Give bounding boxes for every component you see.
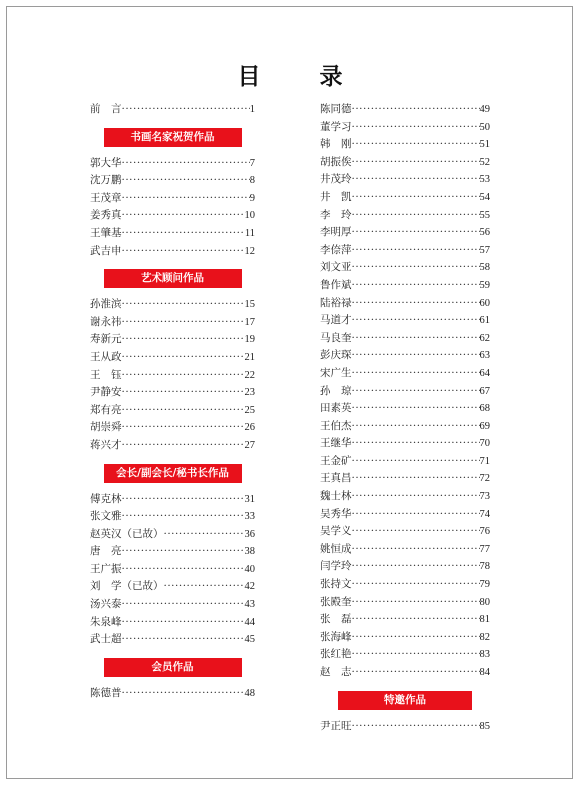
toc-entry[interactable] [320, 136, 490, 154]
toc-entry-name: 傅克林 [90, 492, 122, 505]
toc-entry-page: 67 [479, 385, 490, 397]
toc-entry-name: 姜秀真 [90, 209, 122, 222]
section-header-wrap [90, 119, 255, 155]
toc-entry-page: 69 [479, 420, 490, 432]
toc-entry-name: 陆裕禄 [320, 296, 352, 309]
toc-leader-dots [352, 224, 480, 242]
toc-leader-dots [352, 383, 480, 401]
toc-entry-name: 蒋兴才 [90, 438, 122, 451]
toc-entry-name: 刘 学（已故） [90, 580, 164, 593]
toc-entry-page: 57 [479, 244, 490, 256]
page-title: 目 录 [237, 64, 361, 90]
toc-entry-page: 12 [244, 245, 255, 257]
section-header-wrap [90, 455, 255, 491]
toc-entry-page: 80 [479, 596, 490, 608]
toc-leader-dots [122, 491, 245, 509]
toc-entry-name: 王伯杰 [320, 419, 352, 432]
toc-entry-page: 83 [479, 649, 490, 661]
toc-entry-page: 55 [479, 209, 490, 221]
toc-leader-dots [352, 646, 480, 664]
toc-entry[interactable] [320, 646, 490, 664]
toc-leader-dots [352, 453, 480, 471]
toc-leader-dots [352, 312, 480, 330]
section-header-wrap [90, 260, 255, 296]
toc-leader-dots [352, 136, 480, 154]
toc-leader-dots [122, 314, 245, 332]
toc-entry-name: 孙淮滨 [90, 298, 122, 311]
toc-leader-dots [352, 171, 480, 189]
toc-entry-name: 尹静安 [90, 386, 122, 399]
toc-entry[interactable] [320, 119, 490, 137]
toc-entry-name: 寿新元 [90, 333, 122, 346]
toc-entry[interactable] [90, 384, 255, 402]
toc-entry-page: 21 [244, 351, 255, 363]
toc-entry[interactable] [320, 470, 490, 488]
toc-entry-name: 王茂章 [90, 191, 122, 204]
toc-entry[interactable] [90, 225, 255, 243]
toc-entry-name: 孙 琼 [320, 384, 352, 397]
toc-entry-page: 43 [244, 599, 255, 611]
toc-entry-name: 李 玲 [320, 208, 352, 221]
toc-leader-dots [352, 664, 480, 682]
toc-leader-dots [122, 384, 245, 402]
toc-entry[interactable] [320, 523, 490, 541]
toc-entry-page: 60 [479, 297, 490, 309]
toc-entry[interactable] [320, 594, 490, 612]
toc-entry-name: 王广振 [90, 562, 122, 575]
toc-entry-name: 井 凯 [320, 190, 352, 203]
toc-leader-dots [122, 243, 245, 261]
toc-entry[interactable] [90, 631, 255, 649]
toc-entry-name: 郑有亮 [90, 403, 122, 416]
toc-entry-page: 22 [244, 369, 255, 381]
toc-leader-dots [352, 207, 480, 225]
toc-entry-name: 胡振俟 [320, 155, 352, 168]
toc-entry-name: 王肇基 [90, 226, 122, 239]
toc-entry-name: 武吉申 [90, 244, 122, 257]
toc-leader-dots [122, 331, 245, 349]
toc-entry-name: 张红艳 [320, 648, 352, 661]
toc-entry-page: 1 [249, 104, 255, 115]
toc-entry[interactable] [320, 629, 490, 647]
toc-entry-page: 33 [244, 511, 255, 523]
section-header: 特邀作品 [338, 691, 472, 710]
toc-entry[interactable] [90, 172, 255, 190]
toc-entry[interactable] [320, 400, 490, 418]
toc-entry[interactable] [90, 614, 255, 632]
toc-entry-page: 73 [479, 491, 490, 503]
toc-entry[interactable] [320, 224, 490, 242]
toc-leader-dots [122, 296, 245, 314]
toc-leader-dots [352, 154, 480, 172]
toc-entry-name: 武士超 [90, 633, 122, 646]
toc-entry-page: 72 [479, 473, 490, 485]
toc-entry[interactable] [320, 506, 490, 524]
toc-entry[interactable] [320, 242, 490, 260]
toc-entry[interactable] [320, 330, 490, 348]
toc-entry[interactable] [90, 543, 255, 561]
toc-entry-page: 71 [479, 455, 490, 467]
toc-entry-page: 64 [479, 367, 490, 379]
toc-leader-dots [352, 718, 480, 736]
toc-entry-page: 81 [479, 614, 490, 626]
toc-entry-name: 吴学义 [320, 525, 352, 538]
toc-entry-page: 51 [479, 139, 490, 151]
toc-leader-dots [352, 506, 480, 524]
toc-leader-dots [122, 367, 245, 385]
toc-entry[interactable] [90, 578, 255, 596]
toc-entry-name: 闫学玲 [320, 560, 352, 573]
toc-leader-dots [122, 508, 245, 526]
toc-entry-name: 董学习 [320, 120, 352, 133]
toc-entry-name: 唐 亮 [90, 545, 122, 558]
toc-entry-name: 魏士林 [320, 490, 352, 503]
toc-entry[interactable] [90, 367, 255, 385]
toc-entry-page: 36 [244, 528, 255, 540]
toc-entry-page: 78 [479, 561, 490, 573]
toc-entry[interactable] [90, 561, 255, 579]
toc-leader-dots [352, 295, 480, 313]
toc-leader-dots [122, 437, 245, 455]
toc-entry-name: 姚恒成 [320, 542, 352, 555]
toc-entry[interactable] [320, 171, 490, 189]
toc-right-column [320, 101, 490, 735]
toc-entry[interactable] [320, 207, 490, 225]
toc-leader-dots [352, 277, 480, 295]
toc-leader-dots [122, 225, 245, 243]
toc-entry-page: 84 [479, 667, 490, 678]
toc-entry-page: 15 [244, 299, 255, 311]
toc-entry-page: 40 [244, 563, 255, 575]
toc-entry-name: 陈德普 [90, 686, 122, 699]
toc-entry-name: 赵英汉（已故） [90, 527, 164, 540]
toc-entry[interactable] [90, 349, 255, 367]
toc-entry-page: 58 [479, 262, 490, 274]
toc-entry-name: 井茂玲 [320, 173, 352, 186]
section-header: 会员作品 [104, 658, 242, 677]
toc-leader-dots [352, 101, 480, 119]
toc-entry-page: 49 [479, 104, 490, 115]
toc-entry[interactable] [90, 685, 255, 703]
toc-entry-name: 刘文亚 [320, 261, 352, 274]
toc-entry-page: 85 [479, 720, 490, 732]
toc-leader-dots [122, 685, 245, 703]
toc-entry-page: 7 [249, 157, 255, 169]
toc-entry-page: 54 [479, 191, 490, 203]
toc-entry-page: 70 [479, 438, 490, 450]
toc-entry[interactable] [320, 611, 490, 629]
toc-entry-name: 马良奎 [320, 331, 352, 344]
toc-entry-name: 张文雅 [90, 510, 122, 523]
toc-entry-name: 朱泉峰 [90, 615, 122, 628]
toc-entry[interactable] [320, 295, 490, 313]
toc-entry-name: 郭大华 [90, 156, 122, 169]
toc-entry-page: 48 [244, 687, 255, 699]
toc-entry-name: 王 钰 [90, 368, 122, 381]
toc-entry-page: 53 [479, 174, 490, 186]
toc-leader-dots [122, 596, 245, 614]
toc-entry[interactable] [90, 596, 255, 614]
toc-entry[interactable] [90, 331, 255, 349]
toc-leader-dots [352, 576, 480, 594]
toc-entry-name: 彭庆琛 [320, 349, 352, 362]
toc-entry-page: 52 [479, 156, 490, 168]
toc-leader-dots [352, 400, 480, 418]
toc-left-column [90, 101, 255, 702]
toc-entry[interactable] [320, 101, 490, 119]
toc-leader-dots [122, 101, 250, 119]
toc-leader-dots [352, 119, 480, 137]
toc-entry[interactable] [90, 314, 255, 332]
toc-entry-page: 45 [244, 634, 255, 646]
toc-leader-dots [122, 402, 245, 420]
toc-leader-dots [352, 558, 480, 576]
toc-entry-page: 50 [479, 121, 490, 133]
toc-entry-page: 76 [479, 526, 490, 538]
toc-entry[interactable] [90, 207, 255, 225]
section-header: 会长/副会长/秘书长作品 [104, 464, 242, 483]
section-header-wrap [90, 649, 255, 685]
toc-entry-page: 68 [479, 403, 490, 415]
toc-entry[interactable] [90, 526, 255, 544]
toc-leader-dots [122, 419, 245, 437]
toc-leader-dots [122, 155, 250, 173]
toc-entry[interactable] [320, 576, 490, 594]
toc-leader-dots [352, 611, 480, 629]
toc-entry-page: 77 [479, 543, 490, 555]
toc-entry-name: 王真昌 [320, 472, 352, 485]
toc-entry-name: 尹正旺 [320, 719, 352, 732]
toc-entry-name: 李明厚 [320, 226, 352, 239]
toc-entry-page: 9 [249, 192, 255, 204]
toc-entry[interactable] [320, 418, 490, 436]
toc-entry[interactable] [320, 488, 490, 506]
toc-entry-page: 11 [244, 227, 255, 239]
toc-entry[interactable] [90, 101, 255, 119]
toc-entry-page: 38 [244, 546, 255, 558]
toc-leader-dots [352, 418, 480, 436]
toc-entry[interactable] [90, 296, 255, 314]
toc-leader-dots [352, 347, 480, 365]
toc-entry-page: 82 [479, 631, 490, 643]
toc-entry[interactable] [320, 259, 490, 277]
toc-entry-name: 韩 刚 [320, 138, 352, 151]
toc-entry[interactable] [90, 155, 255, 173]
toc-entry-page: 79 [479, 579, 490, 591]
toc-entry[interactable] [320, 664, 490, 682]
toc-entry-name: 谢永祎 [90, 315, 122, 328]
toc-leader-dots [122, 349, 245, 367]
toc-leader-dots [122, 172, 250, 190]
toc-entry[interactable] [320, 347, 490, 365]
section-header: 艺术顾问作品 [104, 269, 242, 288]
toc-leader-dots [352, 523, 480, 541]
toc-leader-dots [122, 631, 245, 649]
toc-entry[interactable] [320, 453, 490, 471]
toc-entry-page: 25 [244, 404, 255, 416]
toc-entry-name: 前 言 [90, 103, 122, 115]
toc-leader-dots [122, 543, 245, 561]
toc-leader-dots [352, 259, 480, 277]
toc-entry[interactable] [90, 402, 255, 420]
toc-leader-dots [352, 365, 480, 383]
toc-entry-page: 10 [244, 210, 255, 222]
toc-leader-dots [122, 190, 250, 208]
toc-entry-page: 74 [479, 508, 490, 520]
toc-leader-dots [352, 189, 480, 207]
toc-entry-name: 宋广生 [320, 366, 352, 379]
toc-entry[interactable] [320, 383, 490, 401]
toc-leader-dots [352, 435, 480, 453]
toc-entry[interactable] [320, 365, 490, 383]
toc-entry-page: 17 [244, 316, 255, 328]
toc-entry[interactable] [320, 718, 490, 736]
toc-entry-name: 田素英 [320, 402, 352, 415]
toc-entry-page: 56 [479, 227, 490, 239]
toc-leader-dots [352, 629, 480, 647]
toc-leader-dots [164, 578, 245, 596]
toc-entry-name: 王继华 [320, 437, 352, 450]
toc-entry-name: 沈万鹏 [90, 174, 122, 187]
toc-entry-page: 63 [479, 350, 490, 362]
toc-entry-page: 19 [244, 334, 255, 346]
toc-entry-name: 李倷萍 [320, 243, 352, 256]
toc-entry[interactable] [320, 435, 490, 453]
toc-entry-name: 吴秀华 [320, 507, 352, 520]
toc-entry[interactable] [90, 419, 255, 437]
toc-entry[interactable] [320, 277, 490, 295]
toc-entry[interactable] [90, 243, 255, 261]
toc-entry-page: 8 [249, 175, 255, 187]
toc-entry-page: 31 [244, 493, 255, 505]
toc-entry[interactable] [320, 541, 490, 559]
toc-entry-name: 王从政 [90, 350, 122, 363]
toc-entry-name: 马道才 [320, 314, 352, 327]
toc-entry-page: 59 [479, 279, 490, 291]
toc-leader-dots [122, 561, 245, 579]
toc-entry-name: 胡崇舜 [90, 421, 122, 434]
toc-entry[interactable] [90, 190, 255, 208]
toc-entry-name: 陈同德 [320, 103, 352, 115]
toc-entry-name: 张殿奎 [320, 595, 352, 608]
section-header-wrap [320, 682, 490, 718]
toc-entry-page: 27 [244, 439, 255, 451]
toc-leader-dots [122, 207, 245, 225]
toc-leader-dots [352, 488, 480, 506]
toc-entry[interactable] [320, 189, 490, 207]
toc-leader-dots [352, 330, 480, 348]
toc-entry[interactable] [90, 491, 255, 509]
toc-leader-dots [352, 470, 480, 488]
toc-entry-page: 42 [244, 581, 255, 593]
toc-leader-dots [122, 614, 245, 632]
toc-entry-name: 张 磊 [320, 613, 352, 626]
toc-entry[interactable] [320, 558, 490, 576]
toc-entry-name: 张海峰 [320, 630, 352, 643]
toc-entry-name: 王金矿 [320, 454, 352, 467]
section-header: 书画名家祝贺作品 [104, 128, 242, 147]
toc-entry-name: 汤兴泰 [90, 598, 122, 611]
toc-leader-dots [352, 541, 480, 559]
toc-entry[interactable] [320, 312, 490, 330]
toc-leader-dots [352, 242, 480, 260]
toc-entry-page: 61 [479, 315, 490, 327]
toc-entry-page: 44 [244, 616, 255, 628]
toc-leader-dots [164, 526, 245, 544]
toc-entry[interactable] [90, 508, 255, 526]
toc-entry-name: 张持文 [320, 578, 352, 591]
toc-entry[interactable] [320, 154, 490, 172]
toc-entry-page: 23 [244, 387, 255, 399]
toc-entry-name: 赵 志 [320, 666, 352, 678]
toc-entry-page: 62 [479, 332, 490, 344]
toc-entry-page: 26 [244, 422, 255, 434]
toc-leader-dots [352, 594, 480, 612]
toc-entry-name: 鲁作斌 [320, 278, 352, 291]
toc-entry[interactable] [90, 437, 255, 455]
